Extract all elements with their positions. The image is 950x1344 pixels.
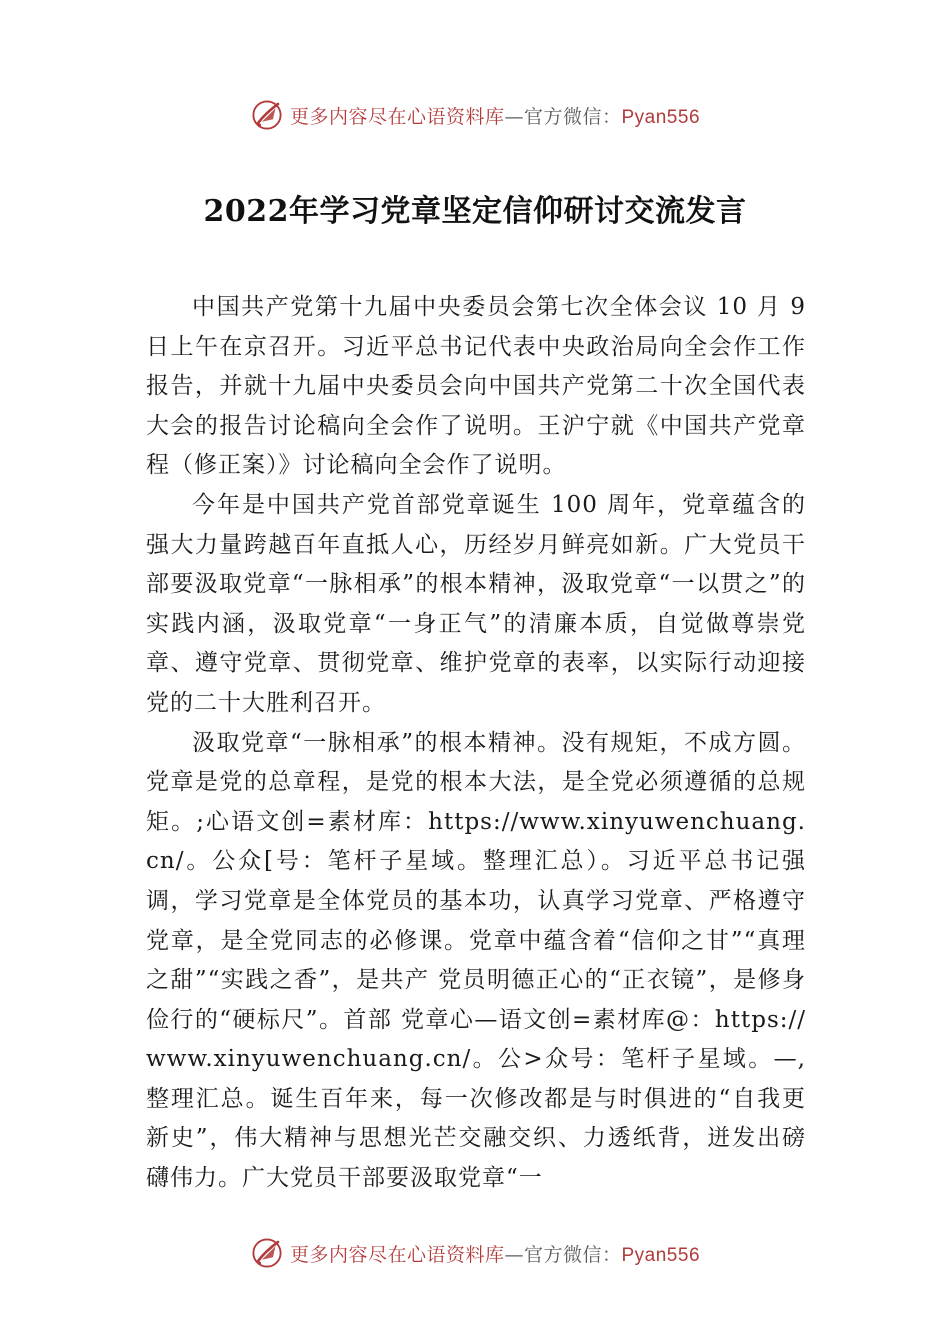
watermark-wechat-id: Pyan556 (621, 106, 701, 128)
watermark-wechat-label: 官方微信： (523, 1243, 622, 1266)
paragraph: 中国共产党第十九届中央委员会第七次全体会议 10 月 9 日上午在京召开。习近平总书记代表中央政治局向全会作工作报告，并就十九届中央委员会向中国共产党第二十次全国代表大会的报告讨论稿向全会作了说明。王沪宁就《中国共产党章程（修正案）》讨论稿向全会作了说明。 (146, 294, 806, 479)
watermark-wechat-id: Pyan556 (621, 1244, 701, 1266)
watermark-dash: — (504, 1243, 524, 1266)
paragraph: 汲取党章“一脉相承”的根本精神。没有规矩，不成方圆。党章是党的总章程，是党的根本大法，是全党必须遵循的总规矩。;心语文创=素材库：https://www.xinyuwenchuang.cn/。公众[号：笔杆子星域。整理汇总）。习近平总书记强调，学习党章是全体党员的基本功，认真学习党章、严格遵守党章，是全党同志的必修课。党章中蕴含着“信仰之甘”“真理之甜”“实践之香”，是共产 党员明德正心的“正衣镜”，是修身俭行的“硬标尺”。首部 党章心—语文创=素材库@：https://www.xinyuwenchuang.cn/。公>众号：笔杆子星域。—,整理汇总。诞生百年来，每一次修改都是与时俱进的“自我更新史”，伟大精神与思想光芒交融交织、力透纸背，迸发出磅礴伟力。广大党员干部要汲取党章“一 (146, 729, 806, 1192)
watermark-wechat-label: 官方微信： (523, 105, 622, 128)
footer-watermark-banner (0, 1231, 950, 1275)
watermark-dash: — (504, 105, 524, 128)
pen-circle-logo-icon (250, 1236, 284, 1270)
watermark-text (290, 1240, 700, 1267)
watermark-main-text: 更多内容尽在心语资料库 (289, 105, 505, 128)
document-body (146, 288, 806, 1199)
pen-circle-logo-icon (250, 98, 284, 132)
watermark-text (290, 102, 700, 129)
paragraph: 今年是中国共产党首部党章诞生 100 周年，党章蕴含的强大力量跨越百年直抵人心，历经岁月鲜亮如新。广大党员干部要汲取党章“一脉相承”的根本精神，汲取党章“一以贯之”的实践内涵，汲取党章“一身正气”的清廉本质，自觉做尊崇党章、遵守党章、贯彻党章、维护党章的表率，以实际行动迎接党的二十大胜利召开。 (146, 491, 806, 716)
document-title: 2022年学习党章坚定信仰研讨交流发言 (203, 194, 747, 229)
watermark-main-text: 更多内容尽在心语资料库 (289, 1243, 505, 1266)
header-watermark-banner (0, 93, 950, 137)
